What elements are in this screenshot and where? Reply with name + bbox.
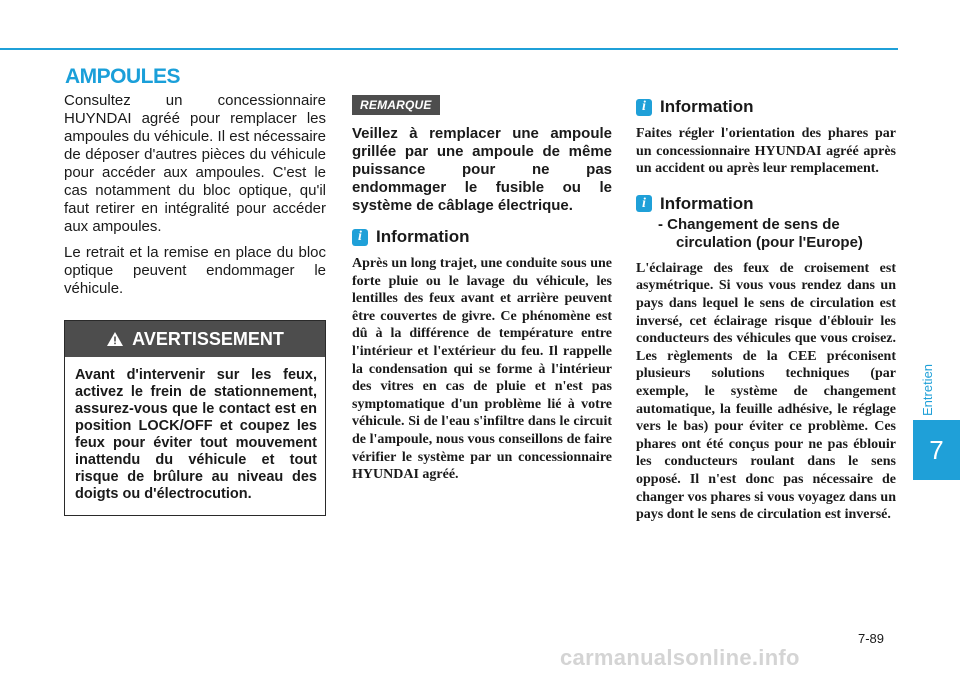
column-right (636, 95, 896, 524)
remarque-badge: REMARQUE (352, 95, 440, 115)
info-title: Information (660, 193, 754, 213)
chapter-label: Entretien (920, 363, 935, 417)
warning-triangle-icon (106, 331, 124, 347)
info-heading (352, 227, 612, 247)
second-paragraph: Le retrait et la remise en place du bloc optique peuvent endommager le véhicule. (64, 244, 326, 297)
info-icon: i (352, 229, 368, 246)
info-text-1: Faites régler l'orientation des phares par un concessionnaire HYUNDAI agréé après un accident ou après leur remplacement. (636, 126, 896, 177)
info-title: Information (376, 227, 470, 246)
watermark: carmanualsonline.info (560, 645, 800, 670)
column-middle (352, 95, 612, 484)
warning-text: Avant d'intervenir sur les feux, activez le frein de stationnement, assurez-vous que le contact est en position LOCK/OFF et coupez les feux pour éviter tout mouvement inattendu du véhicule et tout risque de brûlure au niveau des doigts ou d'électrocution. (75, 367, 317, 502)
chapter-tab: 7 (913, 420, 960, 480)
section-title: AMPOULES (65, 65, 181, 88)
info-icon: i (636, 195, 652, 212)
top-rule (0, 48, 898, 50)
info-title: Information (660, 97, 754, 116)
warning-box (64, 320, 326, 516)
info-subheading-line1: - Changement de sens de (658, 215, 840, 233)
info-text-2: L'éclairage des feux de croisement est asymétrique. Si vous vous rendez dans un pays dans lequel le sens de circulation est inversé, cet éclairage risque d'éblouir les conducteurs des véhicules que vous croisez. Les règlements de la CEE préconisent plusieurs solutions techniques (par exemple, le système de changement automatique, la feuille adhésive, le réglage vers le bas) pour éviter ce problème. Ces phares ont été conçus pour ne pas éblouir les conducteurs roulant dans le sens opposé. Il n'est donc pas nécessaire de changer vos phares si vous voyagez dans un pays dont le sens de circulation est inversé. (636, 260, 896, 523)
info-heading-1 (636, 97, 896, 117)
info-heading-2 (636, 194, 896, 214)
column-left (64, 92, 326, 516)
warning-title: AVERTISSEMENT (132, 328, 284, 349)
intro-paragraph: Consultez un concessionnaire HUYNDAI agréé pour remplacer les ampoules du véhicule. Il est nécessaire de déposer d'autres pièces du véhicule pour accéder aux ampoules. C'est le cas notamment du bloc optique, qu'il faut retirer en intégralité pour accéder aux ampoules. (64, 92, 326, 235)
remarque-text: Veillez à remplacer une ampoule grillée par une ampoule de même puissance pour ne pas endommager le fusible ou le système de câblage électrique. (352, 125, 612, 214)
info-subheading (658, 216, 896, 252)
warning-header (65, 321, 325, 357)
page-number: 7-89 (858, 631, 885, 646)
info-subheading-line2: circulation (pour l'Europe) (676, 233, 863, 251)
info-text: Après un long trajet, une conduite sous une forte pluie ou le lavage du véhicule, les lentilles des feux avant et arrière peuvent être couvertes de givre. Ce phénomène est dû à la différence de température entre l'intérieur et l'extérieur du feu. Il rappelle la condensation qui se forme à l'intérieur des vitres en cas de pluie et n'est pas symptomatique d'un problème lié à votre véhicule. Si de l'eau s'infiltre dans le circuit de l'ampoule, nous vous conseillons de faire vérifier le système par un concessionnaire HYUNDAI agréé. (352, 256, 612, 483)
info-icon: i (636, 99, 652, 116)
